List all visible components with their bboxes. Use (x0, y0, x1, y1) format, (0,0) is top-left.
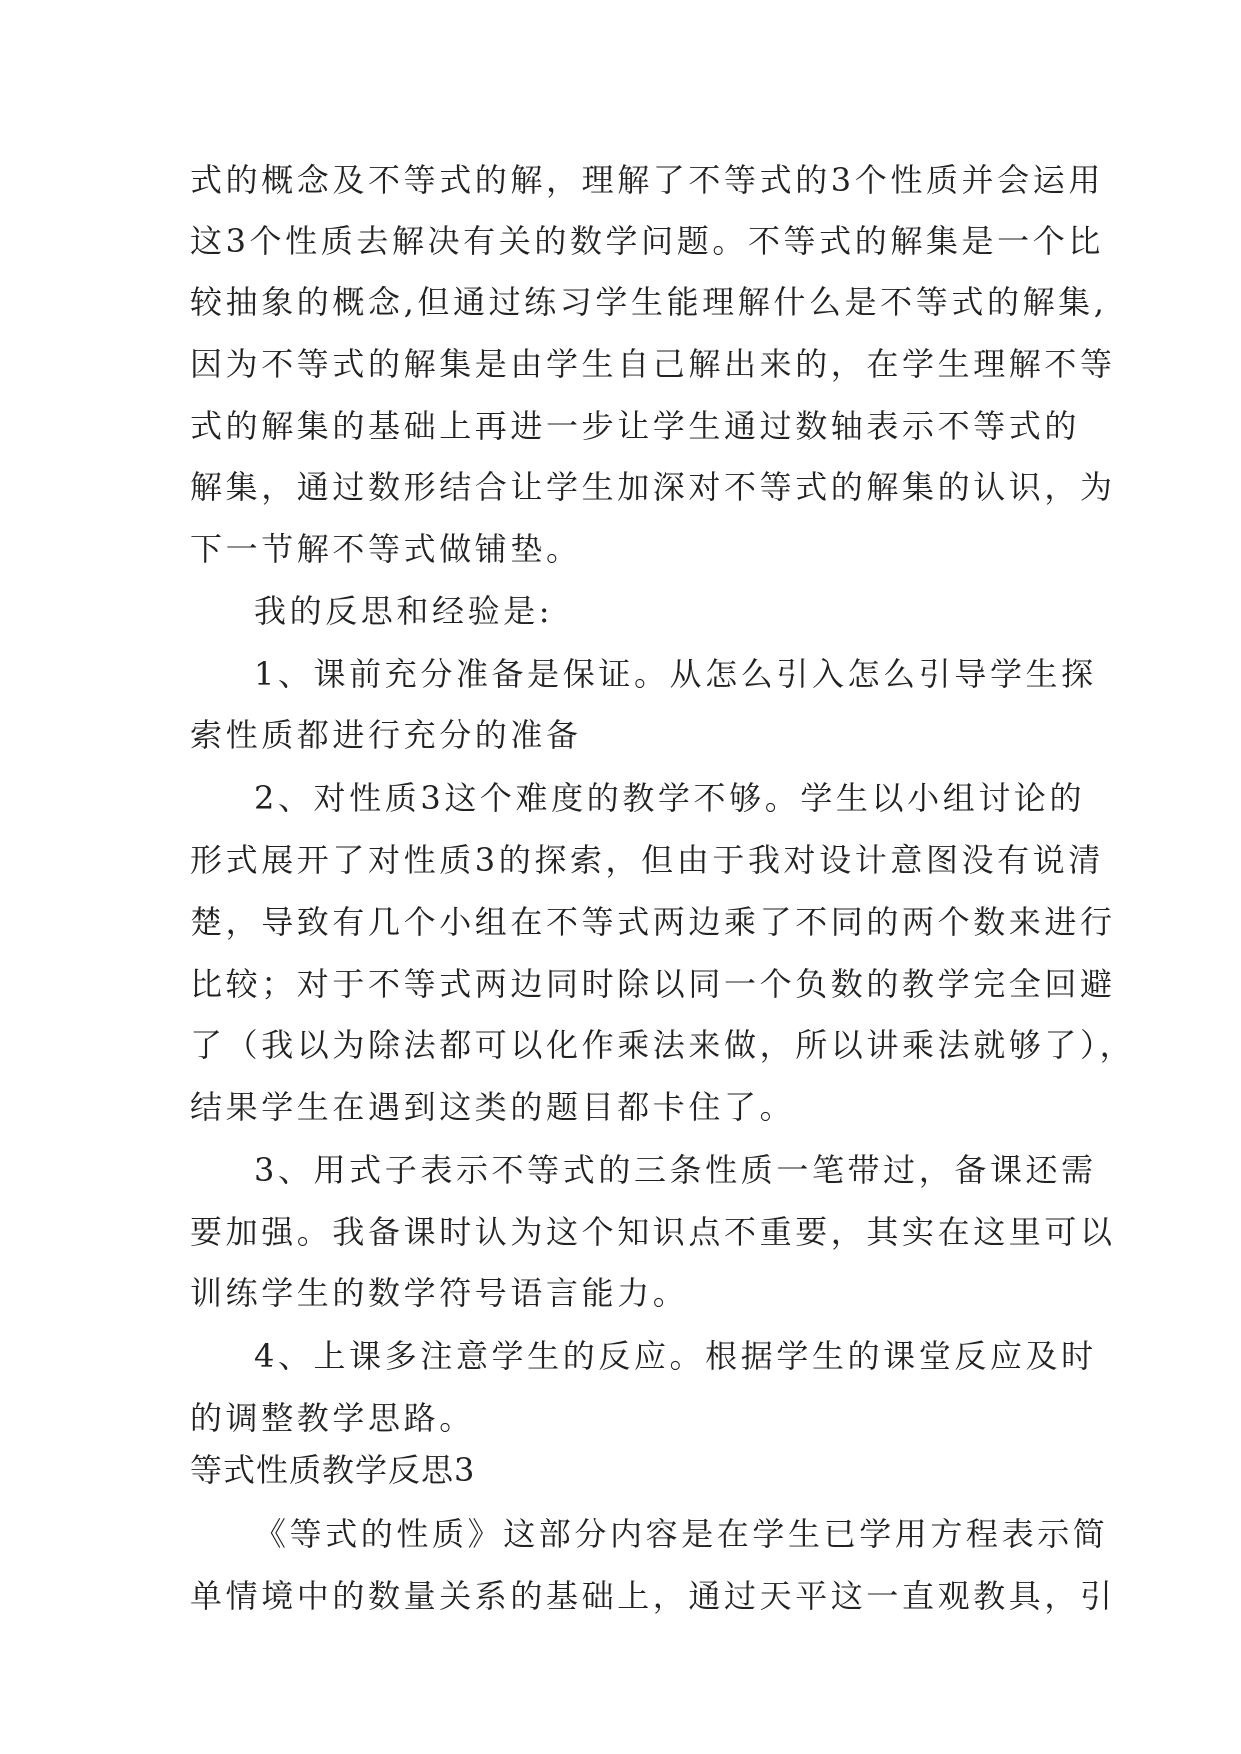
reflection-intro: 我的反思和经验是: (254, 592, 554, 630)
paragraph-line: 结果学生在遇到这类的题目都卡住了。 (190, 1088, 796, 1126)
paragraph-line: 单情境中的数量关系的基础上，通过天平这一直观教具，引 (190, 1577, 1116, 1615)
paragraph-line: 要加强。我备课时认为这个知识点不重要，其实在这里可以 (190, 1213, 1116, 1251)
reflection-item-3: 3、用式子表示不等式的三条性质一笔带过，备课还需 (254, 1151, 1097, 1189)
paragraph-line: 式的概念及不等式的解，理解了不等式的3个性质并会运用 (190, 161, 1104, 199)
section-heading: 等式性质教学反思3 (190, 1451, 476, 1489)
paragraph-line: 的调整教学思路。 (190, 1399, 475, 1437)
paragraph-line: 式的解集的基础上再进一步让学生通过数轴表示不等式的 (190, 407, 1081, 445)
paragraph-line: 这3个性质去解决有关的数学问题。不等式的解集是一个比 (190, 222, 1104, 260)
paragraph-line: 形式展开了对性质3的探索，但由于我对设计意图没有说清 (190, 841, 1104, 879)
paragraph-line: 楚，导致有几个小组在不等式两边乘了不同的两个数来进行 (190, 903, 1116, 941)
paragraph-line: 较抽象的概念,但通过练习学生能理解什么是不等式的解集, (190, 283, 1108, 321)
paragraph-line: 下一节解不等式做铺垫。 (190, 530, 582, 568)
paragraph-line: 训练学生的数学符号语言能力。 (190, 1274, 689, 1312)
reflection-item-4: 4、上课多注意学生的反应。根据学生的课堂反应及时 (254, 1337, 1097, 1375)
reflection-item-1: 1、课前充分准备是保证。从怎么引入怎么引导学生探 (254, 655, 1097, 693)
paragraph-line: 因为不等式的解集是由学生自己解出来的，在学生理解不等 (190, 345, 1116, 383)
paragraph-line: 了（我以为除法都可以化作乘法来做，所以讲乘法就够了）， (190, 1026, 1136, 1064)
reflection-item-2: 2、对性质3这个难度的教学不够。学生以小组讨论的 (254, 779, 1086, 817)
paragraph-line: 《等式的性质》这部分内容是在学生已学用方程表示简 (254, 1515, 1109, 1553)
paragraph-line: 索性质都进行充分的准备 (190, 716, 582, 754)
paragraph-line: 比较；对于不等式两边同时除以同一个负数的教学完全回避 (190, 965, 1116, 1003)
paragraph-line: 解集，通过数形结合让学生加深对不等式的解集的认识，为 (190, 468, 1116, 506)
